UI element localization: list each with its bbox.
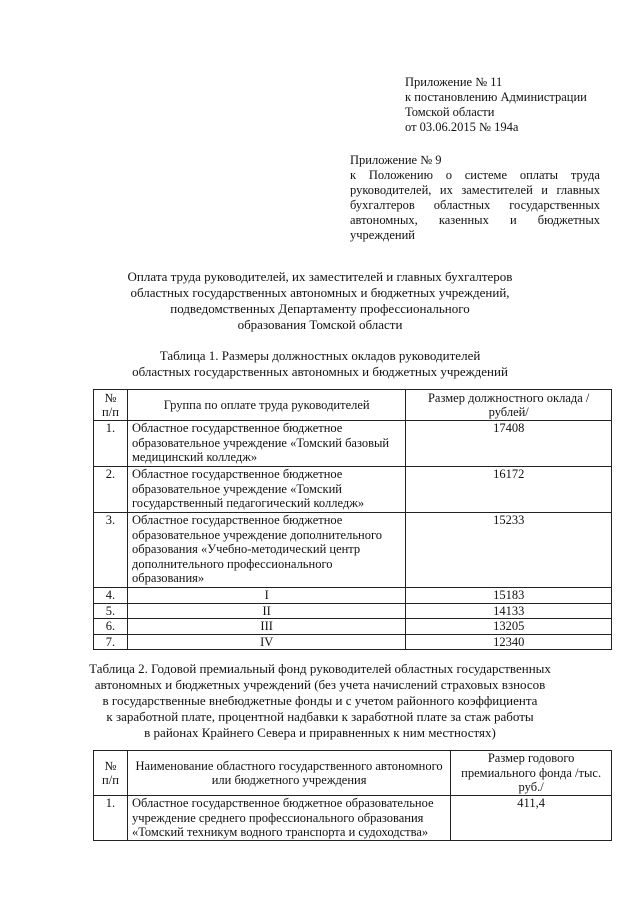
table-2-caption	[0, 661, 640, 741]
word: их	[439, 183, 453, 197]
appendix-9-line	[350, 168, 600, 183]
table-row	[94, 603, 612, 619]
table-row	[94, 634, 612, 650]
word: бухгалтеров	[350, 198, 415, 212]
row-value: 17408	[406, 421, 612, 467]
row-num: 5.	[94, 603, 128, 619]
appendix-11-line: от 03.06.2015 № 194а	[405, 120, 519, 134]
word: заместителей	[461, 183, 533, 197]
word: главных	[556, 183, 600, 197]
row-name: Областное государственное бюджетное образовательное учреждение дополнительного образования «Учебно-методический центр дополнительного профессионального образования»	[127, 513, 405, 588]
word: Положению	[368, 168, 433, 182]
word: труда	[570, 168, 600, 182]
header-name: Наименование областного государственного автономного или бюджетного учреждения	[127, 751, 450, 796]
word: руководителей,	[350, 183, 432, 197]
word: о	[445, 168, 452, 182]
row-name: Областное государственное бюджетное образовательное учреждение «Томский базовый медицинский колледж»	[127, 421, 405, 467]
appendix-11-line: к постановлению Администрации	[405, 90, 587, 104]
caption-line: в районах Крайнего Севера и приравненных к ним местностях)	[144, 725, 496, 740]
appendix-9-line: учреждений	[350, 228, 415, 242]
row-num: 6.	[94, 619, 128, 635]
row-num: 2.	[94, 467, 128, 513]
row-name: III	[127, 619, 405, 635]
word: и	[509, 213, 517, 227]
row-value: 14133	[406, 603, 612, 619]
heading-line: образования Томской области	[237, 317, 403, 332]
row-value: 16172	[406, 467, 612, 513]
row-num: 1.	[94, 421, 128, 467]
appendix-11-block	[405, 75, 600, 135]
row-value: 12340	[406, 634, 612, 650]
table-row	[94, 421, 612, 467]
row-value: 411,4	[451, 796, 612, 841]
word: областных	[433, 198, 491, 212]
document-heading	[0, 269, 640, 333]
word: государственных	[509, 198, 600, 212]
table-row	[94, 588, 612, 604]
appendix-11-line: Томской области	[405, 105, 495, 119]
appendix-9-title: Приложение № 9	[350, 153, 442, 167]
word: оплаты	[519, 168, 559, 182]
table-header-row	[94, 390, 612, 421]
heading-line: областных государственных автономных и бюджетных учреждений,	[130, 285, 510, 300]
appendix-9-line	[350, 213, 600, 228]
row-num: 3.	[94, 513, 128, 588]
caption-line: Таблица 1. Размеры должностных окладов руководителей	[159, 348, 481, 363]
appendix-9-line	[350, 198, 600, 213]
row-value: 13205	[406, 619, 612, 635]
header-num: № п/п	[94, 390, 128, 421]
heading-line: подведомственных Департаменту профессионального	[170, 301, 470, 316]
row-name: II	[127, 603, 405, 619]
row-name: IV	[127, 634, 405, 650]
caption-line: к заработной плате, процентной надбавки к заработной плате за стаж работы	[106, 709, 534, 724]
appendix-11-line: Приложение № 11	[405, 75, 503, 89]
word: бюджетных	[537, 213, 600, 227]
caption-line: областных государственных автономных и бюджетных учреждений	[132, 364, 508, 379]
word: системе	[464, 168, 508, 182]
table-row	[94, 796, 612, 841]
header-group: Группа по оплате труда руководителей	[127, 390, 405, 421]
row-num: 4.	[94, 588, 128, 604]
table-row	[94, 619, 612, 635]
heading-line: Оплата труда руководителей, их заместителей и главных бухгалтеров	[127, 269, 513, 284]
row-value: 15233	[406, 513, 612, 588]
header-fund: Размер годового премиального фонда /тыс. руб./	[451, 751, 612, 796]
caption-line: Таблица 2. Годовой премиальный фонд руководителей областных государственных	[89, 661, 551, 676]
appendix-9-block	[350, 153, 600, 243]
table-2	[93, 750, 612, 841]
row-value: 15183	[406, 588, 612, 604]
word: казенных	[438, 213, 489, 227]
row-name: Областное государственное бюджетное образовательное учреждение среднего профессионального образования «Томский техникум водного транспорта и судоходства»	[127, 796, 450, 841]
row-num: 7.	[94, 634, 128, 650]
caption-line: автономных и бюджетных учреждений (без учета начислений страховых взносов	[94, 677, 546, 692]
table-1-caption	[0, 348, 640, 380]
word: автономных,	[350, 213, 418, 227]
row-num: 1.	[94, 796, 128, 841]
caption-line: в государственные внебюджетные фонды и с учетом районного коэффициента	[102, 693, 538, 708]
row-name: I	[127, 588, 405, 604]
table-row	[94, 513, 612, 588]
word: к	[350, 168, 357, 182]
word: и	[541, 183, 548, 197]
row-name: Областное государственное бюджетное образовательное учреждение «Томский государственный педагогический колледж»	[127, 467, 405, 513]
table-row	[94, 467, 612, 513]
header-num: № п/п	[94, 751, 128, 796]
table-header-row	[94, 751, 612, 796]
header-salary: Размер должностного оклада /рублей/	[406, 390, 612, 421]
table-1	[93, 389, 612, 650]
appendix-9-line	[350, 183, 600, 198]
